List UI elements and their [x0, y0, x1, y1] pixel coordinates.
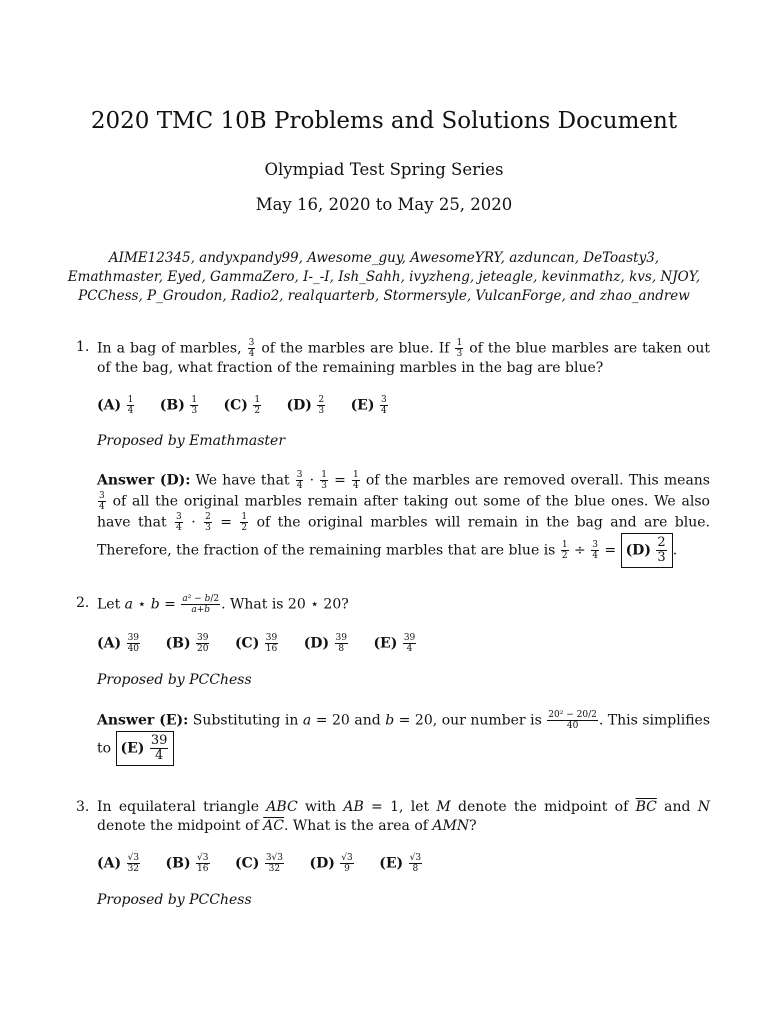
choice-a: (A) $\frac{1}{4}$ — [97, 395, 134, 416]
problem-3 — [76, 798, 710, 908]
answer-choices — [97, 853, 443, 874]
problem-text: Let a ⋆ b = $\frac{\text{a² − b/2}}{a+b}$ . What is 20 ⋆ 20? — [97, 594, 349, 615]
choice-a: (A) $\frac{√3}{32}$ — [97, 853, 140, 874]
answer-solution: Answer (D): We have that $\frac{3}{4}$ · $\frac{1}{3}$ = $\frac{1}{4}$ of the marbles are removed overall. This means $\frac{3}{4}$ of all the original marbles remain after taking out some of the blue ones. We also have that $\frac{3}{4}$ · $\frac{2}{3}$ = $\frac{1}{2}$ of the original marbles will remain in the bag and are blue. Therefore, the fraction of the remaining marbles that are blue is $\frac{1}{2}$ ÷ $\frac{3}{4}$ = (D) $\frac{2}{3}$ . — [97, 470, 710, 568]
problem-number: 2. — [76, 595, 90, 611]
answer-choices — [97, 395, 409, 416]
choice-b: (B) $\frac{39}{20}$ — [165, 633, 209, 654]
final-answer-box: (E) $\frac{39}{4}$ — [116, 731, 175, 766]
problem-text: In equilateral triangle ABC with AB = 1, let M denote the midpoint of $\overline{BC}$ and N denote the midpoint of $\overline{AC}$. What is the area of AMN? — [97, 799, 710, 834]
choice-d: (D) $\frac{2}{3}$ — [286, 395, 325, 416]
answer-choices — [97, 633, 437, 654]
choice-e: (E) $\frac{39}{4}$ — [373, 633, 416, 654]
document-subtitle: Olympiad Test Spring Series — [264, 160, 504, 179]
problem-2 — [76, 594, 710, 763]
choice-e: (E) $\frac{3}{4}$ — [350, 395, 387, 416]
choice-d: (D) $\frac{39}{8}$ — [303, 633, 347, 654]
problem-1 — [76, 338, 711, 565]
problem-text: In a bag of marbles, $\frac{3}{4}$ of the marbles are blue. If $\frac{1}{3}$ of the blue marbles are taken out of the bag, what fraction of the remaining marbles in the bag are blue? — [97, 338, 711, 376]
authors-list: AIME12345, andyxpandy99, Awesome_guy, AwesomeYRY, azduncan, DeToasty3, Emathmaster, Eyed, GammaZero, I-_-I, Ish_Sahh, ivyzheng, jeteagle, kevinmathz, kvs, NJOY, PCChess, P_Groudon, Radio2, realquarterb, Stormersyle, VulcanForge, and zhao_andrew — [67, 250, 701, 304]
answer-solution: Answer (E): Substituting in a = 20 and b = 20, our number is $\frac{\text{20² − 20/2}}{40}$ . This simplifies to (E) $\frac{39}{4}$ — [97, 710, 710, 766]
choice-e: (E) $\frac{√3}{8}$ — [379, 853, 422, 874]
choice-b: (B) $\frac{1}{3}$ — [159, 395, 198, 416]
choice-c: (C) $\frac{39}{16}$ — [234, 633, 278, 654]
final-answer-box: (D) $\frac{2}{3}$ — [621, 533, 673, 568]
choice-a: (A) $\frac{39}{40}$ — [97, 633, 140, 654]
proposed-by: Proposed by PCChess — [97, 672, 252, 688]
choice-c: (C) $\frac{1}{2}$ — [223, 395, 261, 416]
choice-c: (C) $\frac{3√3}{32}$ — [234, 853, 283, 874]
document-dates: May 16, 2020 to May 25, 2020 — [255, 195, 513, 214]
document-title: 2020 TMC 10B Problems and Solutions Document — [90, 108, 678, 134]
problem-number: 1. — [76, 339, 90, 355]
proposed-by: Proposed by PCChess — [97, 892, 252, 908]
problem-number: 3. — [76, 799, 90, 815]
proposed-by: Proposed by Emathmaster — [97, 433, 286, 449]
choice-d: (D) $\frac{√3}{9}$ — [309, 853, 353, 874]
choice-b: (B) $\frac{√3}{16}$ — [165, 853, 209, 874]
